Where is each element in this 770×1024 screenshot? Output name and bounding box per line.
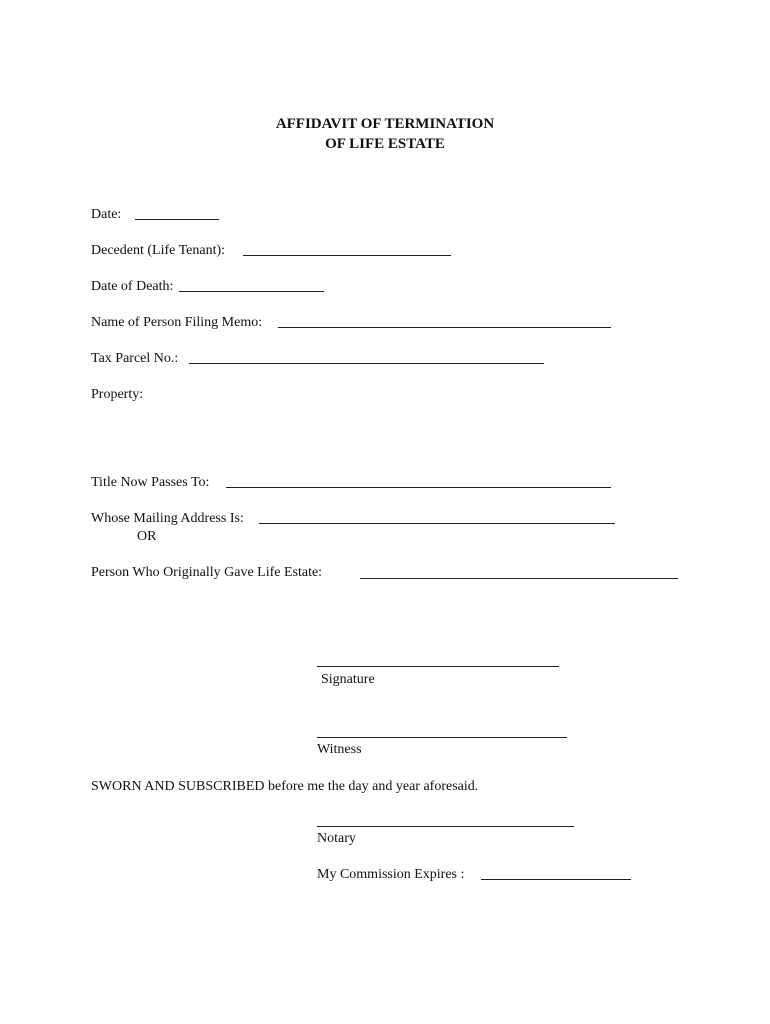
notary-label: Notary: [317, 831, 356, 846]
commission-expires-field[interactable]: [481, 879, 631, 880]
signature-label: Signature: [321, 672, 375, 687]
date-of-death-field[interactable]: [179, 291, 324, 292]
decedent-label: Decedent (Life Tenant):: [91, 243, 226, 258]
title-passes-to-field[interactable]: [226, 487, 611, 488]
signature-line[interactable]: [317, 666, 559, 667]
name-filing-memo-label: Name of Person Filing Memo:: [91, 315, 263, 330]
tax-parcel-field[interactable]: [189, 363, 544, 364]
date-of-death-label: Date of Death:: [91, 279, 174, 294]
original-giver-field[interactable]: [360, 578, 678, 579]
or-label: OR: [137, 529, 157, 544]
title-passes-to-label: Title Now Passes To:: [91, 475, 210, 490]
name-filing-memo-field[interactable]: [278, 327, 611, 328]
decedent-field[interactable]: [243, 255, 451, 256]
date-field[interactable]: [135, 219, 219, 220]
mailing-address-field[interactable]: [259, 523, 615, 524]
tax-parcel-label: Tax Parcel No.:: [91, 351, 179, 366]
date-label: Date:: [91, 207, 122, 222]
witness-line[interactable]: [317, 737, 567, 738]
property-label: Property:: [91, 387, 144, 402]
notary-line[interactable]: [317, 826, 574, 827]
witness-label: Witness: [317, 742, 362, 757]
mailing-address-label: Whose Mailing Address Is:: [91, 511, 244, 526]
sworn-statement: SWORN AND SUBSCRIBED before me the day and year aforesaid.: [91, 779, 479, 794]
commission-expires-label: My Commission Expires :: [317, 867, 465, 882]
document-title-line-1: AFFIDAVIT OF TERMINATION: [275, 116, 495, 132]
document-title-line-2: OF LIFE ESTATE: [325, 136, 445, 152]
original-giver-label: Person Who Originally Gave Life Estate:: [91, 565, 323, 580]
